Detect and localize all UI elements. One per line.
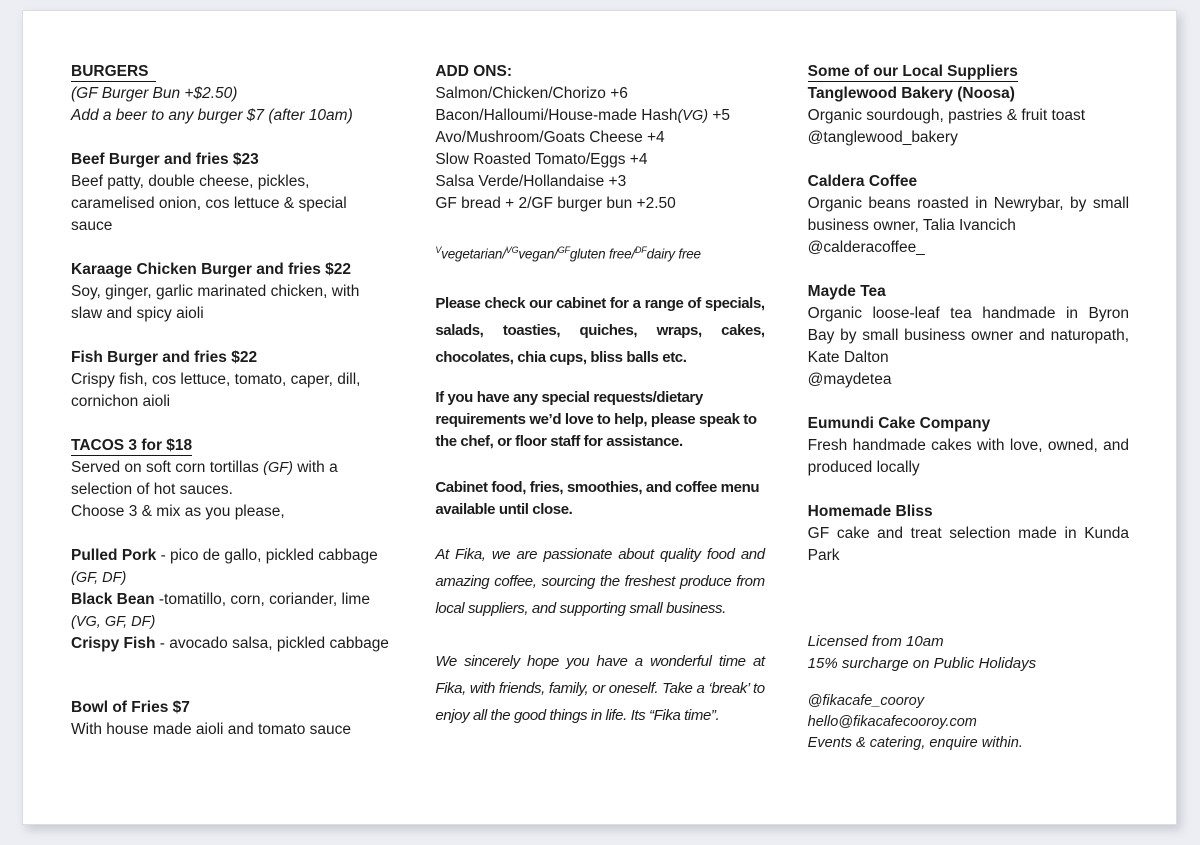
menu-item-karaage-burger <box>71 259 392 325</box>
legend-sup-df: DF <box>634 245 647 255</box>
addon-line: Slow Roasted Tomato/Eggs +4 <box>435 151 648 168</box>
supplier-name: Caldera Coffee <box>807 173 918 190</box>
supplier-entry-tanglewood <box>808 83 1129 149</box>
supplier-desc: Organic sourdough, pastries & fruit toast <box>807 107 1086 124</box>
addon-vg-tag: (VG) <box>677 108 709 124</box>
tacos-heading <box>71 435 392 457</box>
legend-sup-v: V <box>435 245 442 255</box>
supplier-name: Mayde Tea <box>807 283 886 300</box>
supplier-handle: @calderacoffee_ <box>807 239 925 256</box>
supplier-name: Homemade Bliss <box>807 503 933 520</box>
legend-vegetarian: vegetarian/ <box>441 246 506 262</box>
tacos-heading-text: TACOS 3 for $18 <box>71 437 193 454</box>
supplier-handle: @maydetea <box>807 371 892 388</box>
option-diet-tags: (GF, DF) <box>71 570 127 586</box>
surcharge-line: 15% surcharge on Public Holidays <box>807 655 1037 672</box>
option-name: Crispy Fish <box>71 635 156 652</box>
supplier-entry-mayde-tea <box>808 281 1129 391</box>
addon-line-post: +5 <box>708 107 731 124</box>
supplier-name: Eumundi Cake Company <box>807 415 991 432</box>
supplier-entry-homemade-bliss <box>808 501 1129 567</box>
item-desc: Soy, ginger, garlic marinated chicken, with slaw and spicy aioli <box>71 283 360 322</box>
licensed-line: Licensed from 10am <box>807 633 944 650</box>
supplier-desc: Fresh handmade cakes with love, owned, and produced locally <box>807 437 1130 476</box>
middle-column <box>435 61 764 754</box>
supplier-handle: @tanglewood_bakery <box>807 129 958 146</box>
addon-line: Salmon/Chicken/Chorizo +6 <box>435 85 628 102</box>
option-desc: -tomatillo, corn, coriander, lime <box>154 591 370 608</box>
burgers-heading-text: BURGERS <box>71 62 156 82</box>
supplier-desc: Organic beans roasted in Newrybar, by small business owner, Talia Ivancich <box>807 195 1130 234</box>
item-name: Fish Burger and fries $22 <box>71 349 258 366</box>
email-address: hello@fikacafecooroy.com <box>807 714 977 730</box>
license-info <box>808 631 1129 675</box>
option-diet-tags: (VG, GF, DF) <box>71 614 156 630</box>
supplier-entry-caldera <box>808 171 1129 259</box>
item-name: Karaage Chicken Burger and fries $22 <box>71 261 351 278</box>
item-desc: Beef patty, double cheese, pickles, caramelised onion, cos lettuce & special sauce <box>71 173 347 234</box>
supplier-desc: Organic loose-leaf tea handmade in Byron Bay by small business owner and naturopath, Kate Dalton <box>807 305 1130 366</box>
option-desc: - avocado salsa, pickled cabbage <box>155 635 389 652</box>
tacos-intro-pre: Served on soft corn tortillas <box>71 459 264 476</box>
supplier-desc: GF cake and treat selection made in Kunda Park <box>807 525 1130 564</box>
notice-cabinet-range: Please check our cabinet for a range of specials, salads, toasties, quiches, wraps, cakes, chocolates, chia cups, bliss balls etc. <box>435 294 765 366</box>
left-column <box>71 61 392 754</box>
dietary-legend <box>435 239 764 266</box>
menu-item-bowl-of-fries <box>71 697 392 741</box>
legend-dairy-free: dairy free <box>646 246 701 262</box>
addons-heading: ADD ONS: <box>435 63 512 80</box>
taco-option-crispy-fish <box>71 633 392 655</box>
legend-gluten-free: gluten free/ <box>569 246 635 262</box>
tacos-gf-tag: (GF) <box>263 460 293 476</box>
right-column <box>808 61 1129 754</box>
addon-line <box>435 105 764 127</box>
contact-info <box>808 691 1129 754</box>
philosophy-para-2: We sincerely hope you have a wonderful time at Fika, with friends, family, or oneself. Take a ‘break’ to enjoy all the good things in life. Its “Fika time”. <box>435 652 765 724</box>
supplier-name: Tanglewood Bakery (Noosa) <box>807 85 1015 102</box>
instagram-handle: @fikacafe_cooroy <box>807 693 924 709</box>
legend-sup-vg: VG <box>505 245 519 255</box>
tacos-choose-line: Choose 3 & mix as you please, <box>71 503 285 520</box>
taco-option-black-bean <box>71 589 392 611</box>
events-line: Events & catering, enquire within. <box>807 735 1023 751</box>
tacos-intro-post: with a selection of hot sauces. <box>71 459 338 498</box>
item-desc: With house made aioli and tomato sauce <box>71 721 352 738</box>
addon-line-pre: Bacon/Halloumi/House-made Hash <box>435 107 678 124</box>
item-name: Bowl of Fries $7 <box>71 699 190 716</box>
suppliers-heading-text: Some of our Local Suppliers <box>807 63 1018 80</box>
burgers-note-gf-bun: (GF Burger Bun +$2.50) <box>71 85 238 102</box>
burgers-note-beer: Add a beer to any burger $7 (after 10am) <box>71 107 353 124</box>
item-name: Beef Burger and fries $23 <box>71 151 259 168</box>
menu-content <box>23 11 1176 754</box>
tacos-section <box>71 435 392 523</box>
addon-line: Salsa Verde/Hollandaise +3 <box>435 173 627 190</box>
supplier-entry-eumundi <box>808 413 1129 479</box>
menu-item-fish-burger <box>71 347 392 413</box>
option-name: Pulled Pork <box>71 547 157 564</box>
menu-item-beef-burger <box>71 149 392 237</box>
option-name: Black Bean <box>71 591 155 608</box>
suppliers-heading <box>808 61 1129 83</box>
burgers-heading <box>71 61 392 83</box>
taco-option-pulled-pork <box>71 545 392 567</box>
philosophy-para-1: At Fika, we are passionate about quality food and amazing coffee, sourcing the freshest produce from local suppliers, and supporting small business. <box>435 545 765 617</box>
menu-page <box>22 10 1177 825</box>
option-desc: - pico de gallo, pickled cabbage <box>156 547 378 564</box>
addon-line: Avo/Mushroom/Goats Cheese +4 <box>435 129 665 146</box>
notice-until-close: Cabinet food, fries, smoothies, and coffee menu available until close. <box>435 478 760 518</box>
legend-vegan: vegan/ <box>518 246 558 262</box>
legend-sup-gf: GF <box>557 245 570 255</box>
notice-special-requests: If you have any special requests/dietary requirements we’d love to help, please speak to the chef, or floor staff for assistance. <box>435 388 757 450</box>
taco-options <box>71 545 392 655</box>
tacos-intro <box>71 457 392 501</box>
addon-line: GF bread + 2/GF burger bun +2.50 <box>435 195 676 212</box>
item-desc: Crispy fish, cos lettuce, tomato, caper, dill, cornichon aioli <box>71 371 361 410</box>
